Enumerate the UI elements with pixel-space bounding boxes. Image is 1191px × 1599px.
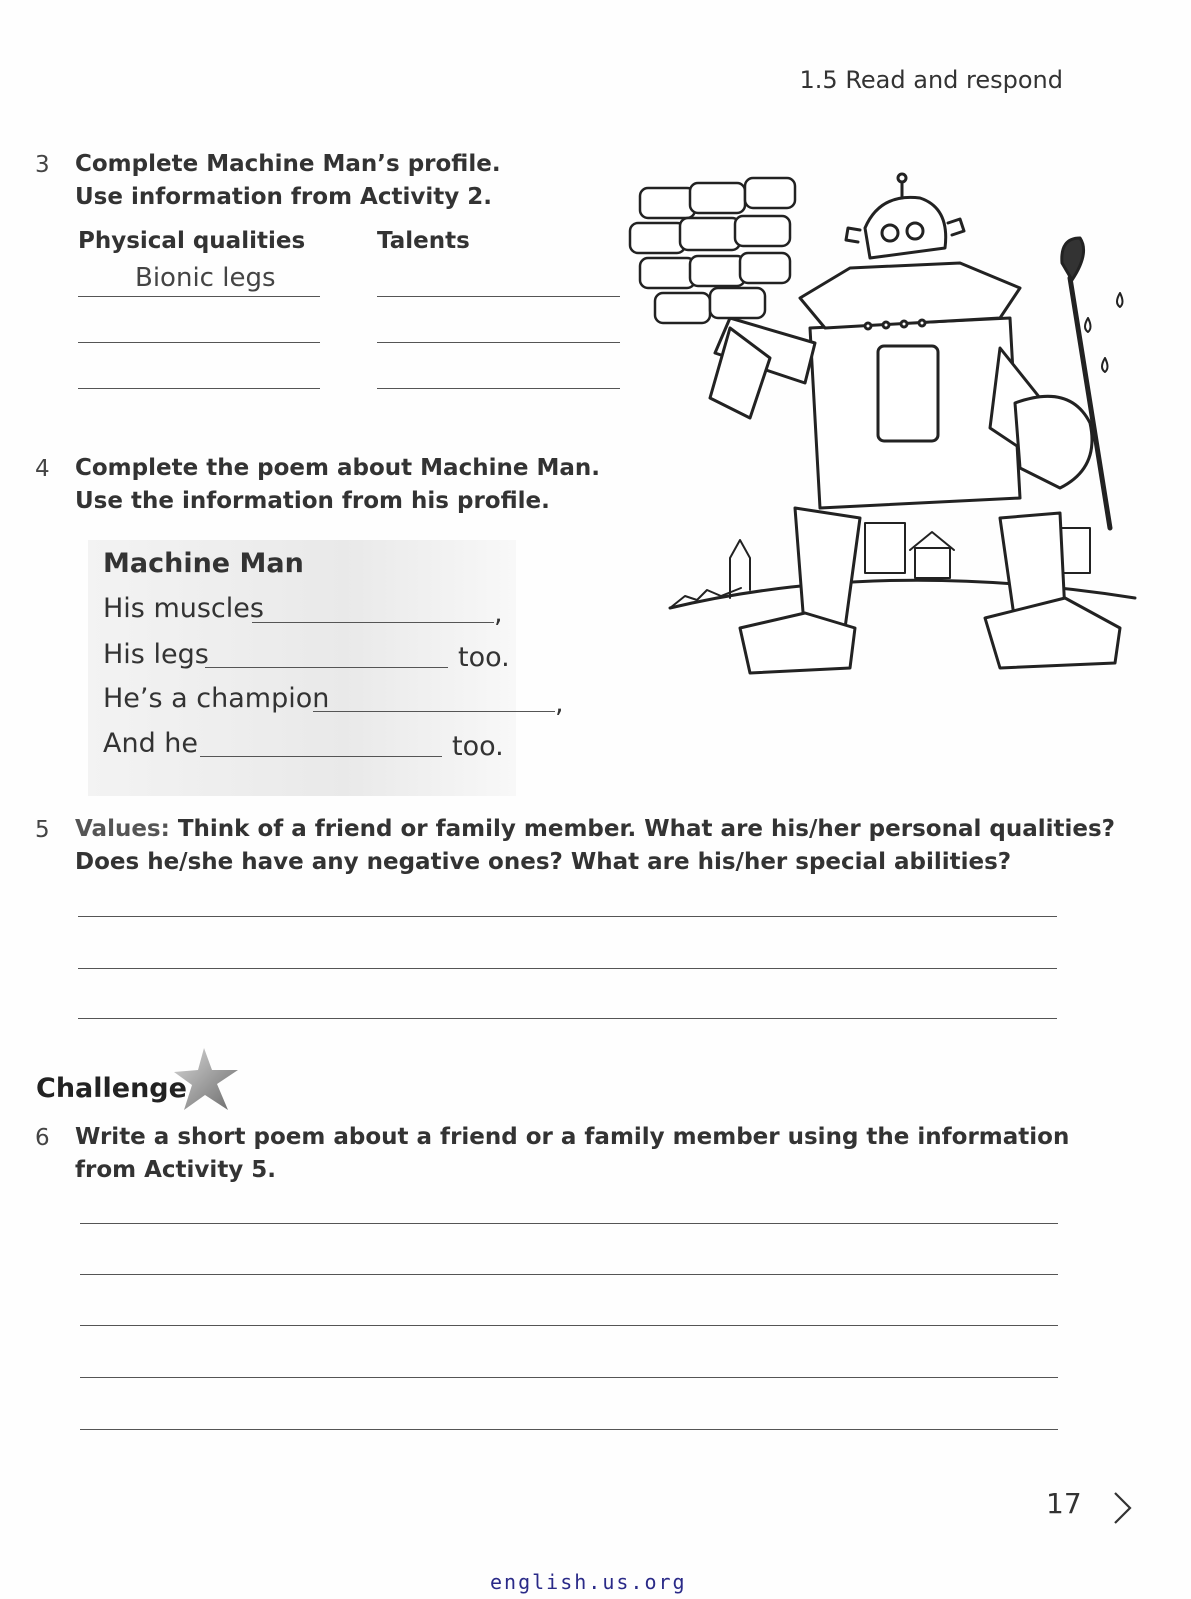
activity-6-instructions	[75, 1121, 1069, 1187]
activity-6-line2: from Activity 5.	[75, 1157, 277, 1183]
star-icon	[172, 1046, 242, 1114]
page-number: 17	[1046, 1487, 1082, 1520]
values-label: Values:	[75, 816, 170, 842]
poem-line-3-end: ,	[555, 688, 564, 719]
activity-5-instructions	[75, 813, 1115, 879]
activity-4-line1: Complete the poem about Machine Man.	[75, 455, 600, 481]
talent-answer-line[interactable]	[377, 342, 620, 343]
activity-3-line1: Complete Machine Man’s profile.	[75, 151, 501, 177]
poem-line-1: His muscles	[103, 593, 264, 624]
writing-line[interactable]	[80, 1429, 1058, 1430]
physical-answer-line[interactable]	[78, 296, 320, 297]
poem-blank-3[interactable]	[313, 711, 555, 712]
activity-5-number: 5	[35, 817, 50, 843]
physical-answer-line[interactable]	[78, 342, 320, 343]
talent-answer-line[interactable]	[377, 296, 620, 297]
poem-line-2-end: too.	[458, 642, 510, 673]
talents-heading: Talents	[377, 228, 470, 254]
writing-line[interactable]	[78, 916, 1057, 917]
writing-line[interactable]	[80, 1274, 1058, 1275]
poem-blank-2[interactable]	[205, 667, 448, 668]
chevron-right-icon[interactable]	[1112, 1490, 1134, 1526]
writing-line[interactable]	[80, 1325, 1058, 1326]
poem-line-4: And he	[103, 728, 199, 759]
activity-3-instructions	[75, 148, 501, 214]
writing-line[interactable]	[80, 1377, 1058, 1378]
activity-5-line1: Think of a friend or family member. What are his/her personal qualities?	[169, 816, 1116, 842]
writing-line[interactable]	[80, 1223, 1058, 1224]
poem-line-3: He’s a champion	[103, 683, 330, 714]
activity-4-instructions	[75, 452, 600, 518]
writing-line[interactable]	[78, 1018, 1057, 1019]
example-answer: Bionic legs	[135, 263, 276, 293]
activity-4-line2: Use the information from his profile.	[75, 488, 550, 514]
activity-3-line2: Use information from Activity 2.	[75, 184, 492, 210]
physical-answer-line[interactable]	[78, 388, 320, 389]
activity-3-number: 3	[35, 152, 50, 178]
activity-6-line1: Write a short poem about a friend or a family member using the information	[75, 1124, 1070, 1150]
activity-5-line2: Does he/she have any negative ones? What are his/her special abilities?	[75, 849, 1012, 875]
talent-answer-line[interactable]	[377, 388, 620, 389]
section-header: 1.5 Read and respond	[799, 66, 1063, 94]
poem-blank-1[interactable]	[252, 622, 494, 623]
physical-qualities-heading: Physical qualities	[78, 228, 306, 254]
poem-line-1-end: ,	[494, 598, 503, 629]
machine-man-illustration	[620, 168, 1140, 688]
activity-6-number: 6	[35, 1125, 50, 1151]
poem-line-4-end: too.	[452, 731, 504, 762]
activity-4-number: 4	[35, 456, 50, 482]
poem-title: Machine Man	[103, 548, 304, 579]
poem-blank-4[interactable]	[200, 756, 442, 757]
writing-line[interactable]	[78, 968, 1057, 969]
poem-line-2: His legs	[103, 639, 209, 670]
footer-url[interactable]: english.us.org	[490, 1570, 687, 1594]
challenge-heading: Challenge	[36, 1073, 187, 1104]
